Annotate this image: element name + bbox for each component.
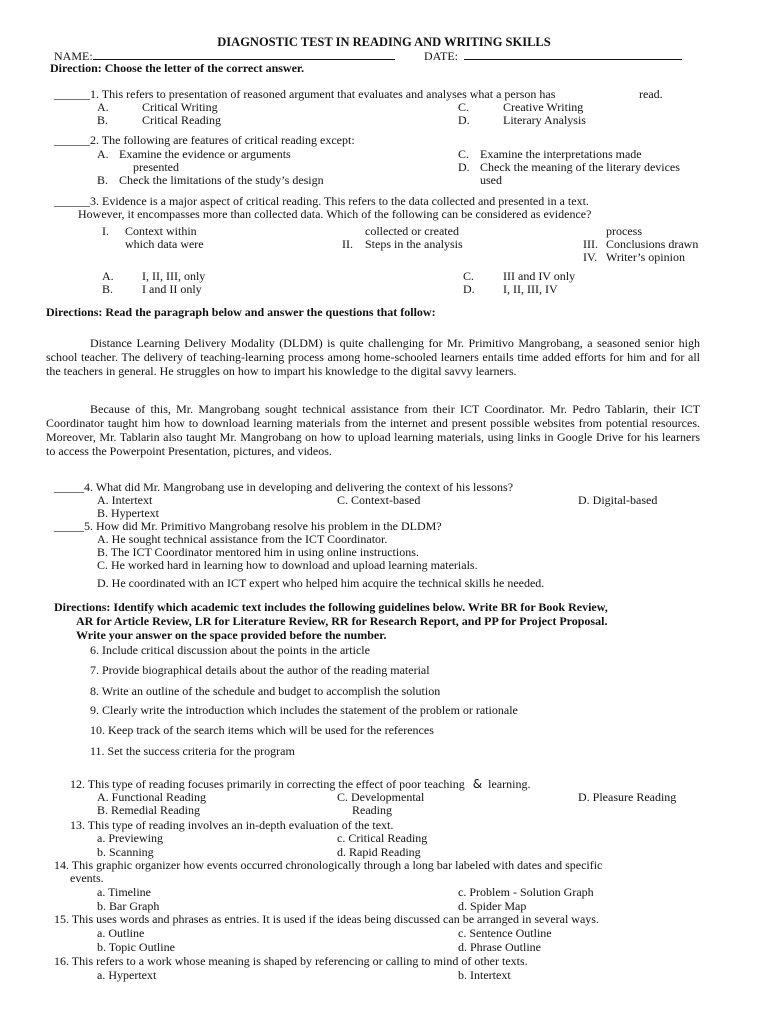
- q3-item-iii: Conclusions drawn: [606, 237, 699, 251]
- q16-option-a: a. Hypertext: [97, 968, 157, 982]
- q2-option-b: Check the limitations of the study’s design: [119, 173, 324, 187]
- question-5: _____5. How did Mr. Primitivo Mangrobang resolve his problem in the DLDM?: [54, 519, 442, 533]
- question-14: 14. This graphic organizer how events occurred chronologically through a long bar labeled with dates and specific: [54, 858, 603, 872]
- q3-item-i-line2: which data were: [125, 237, 204, 251]
- page-title: DIAGNOSTIC TEST IN READING AND WRITING SKILLS: [217, 35, 551, 49]
- q15-option-a: a. Outline: [97, 926, 145, 940]
- q1-option-b: Critical Reading: [142, 113, 221, 127]
- item-8: 8. Write an outline of the schedule and budget to accomplish the solution: [90, 684, 441, 698]
- name-blank[interactable]: [93, 49, 395, 60]
- q12-option-a: A. Functional Reading: [97, 790, 206, 804]
- q4-option-a: A. Intertext: [97, 493, 153, 507]
- directions-3-line3: Write your answer on the space provided before the number.: [76, 628, 387, 642]
- q2-option-a-letter: A.: [97, 147, 109, 161]
- q14-option-b: b. Bar Graph: [97, 899, 160, 913]
- item-10: 10. Keep track of the search items which will be used for the references: [90, 723, 434, 737]
- q1-option-d-letter: D.: [458, 113, 470, 127]
- answer-blank[interactable]: _____: [54, 480, 84, 494]
- q13-option-d: d. Rapid Reading: [337, 845, 421, 859]
- question-13: 13. This type of reading involves an in-depth evaluation of the text.: [70, 818, 394, 832]
- q1-option-a-letter: A.: [97, 100, 109, 114]
- q3-item-i-line3: collected or created: [365, 224, 459, 238]
- question-14-line2: events.: [70, 871, 104, 885]
- q2-option-b-letter: B.: [97, 173, 109, 187]
- q3-option-c: III and IV only: [503, 269, 576, 283]
- q12-option-c: C. Developmental: [337, 790, 425, 804]
- q3-item-i-num: I.: [102, 224, 109, 238]
- answer-blank[interactable]: ______: [54, 133, 90, 147]
- q2-option-a-line1: Examine the evidence or arguments: [119, 147, 291, 161]
- passage-paragraph-1: Distance Learning Delivery Modality (DLDM) is quite challenging for Mr. Primitivo Mangrobang, a seasoned senior high school teacher. The delivery of teaching-learning process among home-schooled learners entails time added efforts for him and for all the teachers in general. He struggles on how to impart his knowledge to the digital savvy learners.: [46, 336, 700, 378]
- q12-option-b: B. Remedial Reading: [97, 803, 200, 817]
- directions-3-line1: Directions: Identify which academic text includes the following guidelines below. Write BR for Book Review,: [54, 600, 608, 614]
- question-3-line2: However, it encompasses more than collected data. Which of the following can be considered as evidence?: [78, 207, 592, 221]
- q3-item-ii: Steps in the analysis: [365, 237, 463, 251]
- question-1: ______1. This refers to presentation of reasoned argument that evaluates and analyses what a person has: [54, 87, 556, 101]
- q5-option-b: B. The ICT Coordinator mentored him in using online instructions.: [97, 545, 419, 559]
- q2-option-d-line1: Check the meaning of the literary devices: [480, 160, 680, 174]
- question-4: _____4. What did Mr. Mangrobang use in developing and delivering the context of his lessons?: [54, 480, 514, 494]
- q2-option-d-line2: used: [480, 173, 502, 187]
- q13-option-b: b. Scanning: [97, 845, 154, 859]
- name-label: NAME:: [54, 49, 93, 63]
- question-15: 15. This uses words and phrases as entries. It is used if the ideas being discussed can be arranged in several ways.: [54, 912, 599, 926]
- q14-option-c: c. Problem - Solution Graph: [458, 885, 594, 899]
- q3-item-iii-num: III.: [583, 237, 598, 251]
- q3-item-ii-line2: process: [606, 224, 642, 238]
- date-field[interactable]: [424, 49, 682, 63]
- q3-option-a: I, II, III, only: [142, 269, 206, 283]
- q15-option-c: c. Sentence Outline: [458, 926, 552, 940]
- q16-option-b: b. Intertext: [458, 968, 511, 982]
- q4-option-b: B. Hypertext: [97, 506, 159, 520]
- directions-3-line2: AR for Article Review, LR for Literature Review, RR for Research Report, and PP for Project Proposal.: [76, 614, 608, 628]
- q12-option-c-line2: Reading: [352, 803, 392, 817]
- question-3: ______3. Evidence is a major aspect of critical reading. This refers to the data collected and presented in a text.: [54, 194, 589, 208]
- item-6: 6. Include critical discussion about the points in the article: [90, 643, 370, 657]
- q12-option-d: D. Pleasure Reading: [578, 790, 677, 804]
- q13-option-a: a. Previewing: [97, 831, 163, 845]
- q14-option-a: a. Timeline: [97, 885, 152, 899]
- directions-1: Direction: Choose the letter of the correct answer.: [50, 61, 305, 75]
- q15-option-b: b. Topic Outline: [97, 940, 175, 954]
- q13-option-c: c. Critical Reading: [337, 831, 428, 845]
- question-2: ______2. The following are features of critical reading except:: [54, 133, 355, 147]
- q4-option-d: D. Digital-based: [578, 493, 658, 507]
- q15-option-d: d. Phrase Outline: [458, 940, 541, 954]
- q1-option-b-letter: B.: [97, 113, 109, 127]
- question-16: 16. This refers to a work whose meaning is shaped by referencing or calling to mind of other texts.: [54, 954, 528, 968]
- q1-option-d: Literary Analysis: [503, 113, 586, 127]
- item-11: 11. Set the success criteria for the program: [90, 744, 295, 758]
- passage-paragraph-2: Because of this, Mr. Mangrobang sought technical assistance from their ICT Coordinator. Mr. Pedro Tablarin, their ICT Coordinator taught him how to download learning materials from the internet and present possible websites from potential resources. Moreover, Mr. Tablarin also taught Mr. Mangrobang on how to upload learning materials, using links in Google Drive for his learners to access the Powerpoint Presentation, pictures, and videos.: [46, 402, 700, 458]
- q3-item-ii-num: II.: [342, 237, 353, 251]
- question-12: 12. This type of reading focuses primarily in correcting the effect of poor teaching & learning.: [70, 777, 531, 791]
- q3-option-b: I and II only: [142, 282, 202, 296]
- q3-option-c-letter: C.: [463, 269, 475, 283]
- q2-option-c-letter: C.: [458, 147, 470, 161]
- answer-blank[interactable]: ______: [54, 87, 90, 101]
- q2-option-c: Examine the interpretations made: [480, 147, 642, 161]
- q5-option-a: A. He sought technical assistance from the ICT Coordinator.: [97, 532, 388, 546]
- q3-option-a-letter: A.: [102, 269, 114, 283]
- q3-option-d: I, II, III, IV: [503, 282, 558, 296]
- q3-item-i-line1: Context within: [125, 224, 197, 238]
- q1-option-c-letter: C.: [458, 100, 470, 114]
- directions-2: Directions: Read the paragraph below and answer the questions that follow:: [46, 305, 436, 319]
- q2-option-d-letter: D.: [458, 160, 470, 174]
- q2-option-a-line2: presented: [133, 160, 179, 174]
- q3-item-iv: Writer’s opinion: [606, 250, 685, 264]
- question-1-end: read.: [639, 87, 663, 101]
- q1-option-c: Creative Writing: [503, 100, 584, 114]
- q5-option-d: D. He coordinated with an ICT expert who helped him acquire the technical skills he needed.: [97, 576, 545, 590]
- answer-blank[interactable]: _____: [54, 519, 84, 533]
- q4-option-c: C. Context-based: [337, 493, 421, 507]
- item-9: 9. Clearly write the introduction which includes the statement of the problem or rationale: [90, 703, 518, 717]
- q3-item-iv-num: IV.: [583, 250, 598, 264]
- q1-option-a: Critical Writing: [142, 100, 218, 114]
- ampersand: &: [472, 777, 483, 791]
- date-blank[interactable]: [464, 49, 682, 60]
- q3-option-d-letter: D.: [463, 282, 475, 296]
- answer-blank[interactable]: ______: [54, 194, 90, 208]
- q5-option-c: C. He worked hard in learning how to download and upload learning materials.: [97, 558, 478, 572]
- q14-option-d: d. Spider Map: [458, 899, 527, 913]
- date-label: DATE:: [424, 49, 458, 63]
- item-7: 7. Provide biographical details about the author of the reading material: [90, 663, 430, 677]
- q3-option-b-letter: B.: [102, 282, 114, 296]
